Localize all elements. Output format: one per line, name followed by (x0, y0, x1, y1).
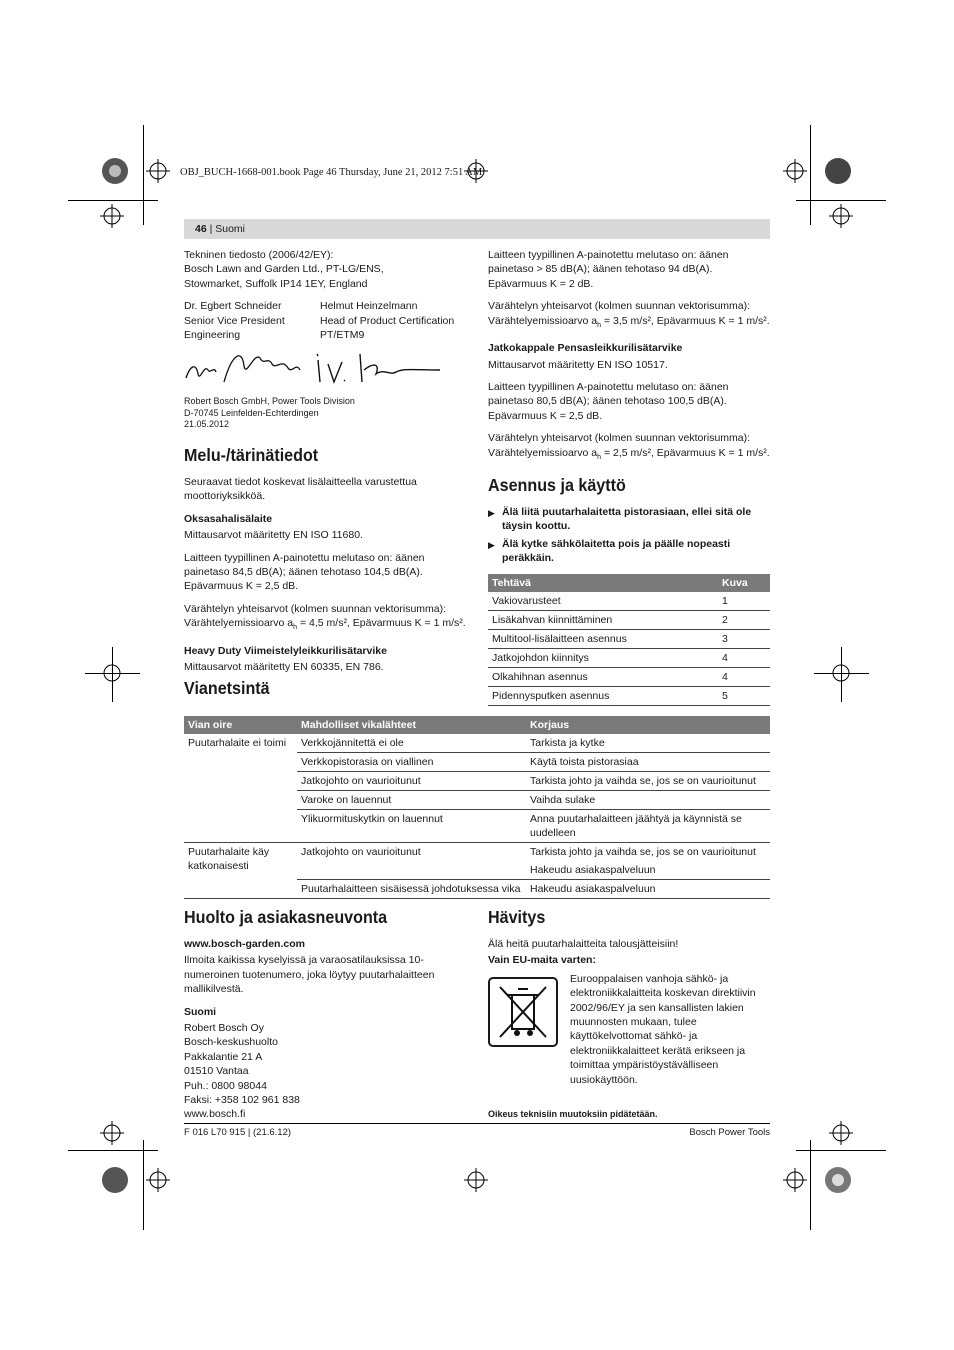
acc1-standard: Mittausarvot määritetty EN ISO 11680. (184, 529, 363, 542)
signature-icon (184, 344, 454, 392)
bullet-2: ▶ Älä kytke sähkölaitetta pois ja päälle nopeasti peräkkäin. (488, 537, 731, 565)
acc3-noise: Laitteen tyypillinen A-painotettu melutaso on: äänen painetaso 80,5 dB(A); äänen tehotaso 100,5 dB(A). Epävarmuus K = 2,5 dB. (488, 380, 729, 422)
print-slug: OBJ_BUCH-1668-001.book Page 46 Thursday, June 21, 2012 7:51 AM (180, 167, 483, 178)
troubleshooting-heading: Vianetsintä (184, 678, 270, 698)
tech-file: Tekninen tiedosto (2006/42/EY): Bosch Lawn and Garden Ltd., PT-LG/ENS, Stowmarket, Suffolk IP14 1EY, England (184, 249, 384, 290)
acc1-vibration: Värähtelyn yhteisarvot (kolmen suunnan vektorisumma): Värähtelyemissioarvo $a_h = 4,5$ m/s², Epävarmuus K = 1 m/s². (184, 602, 466, 632)
service-url[interactable]: www.bosch-garden.com (184, 938, 305, 950)
table-row: Hakeudu asiakaspalveluun (184, 861, 770, 880)
section-name: Suomi (215, 223, 246, 235)
triangle-bullet-icon: ▶ (488, 508, 495, 519)
acc1-title: Oksasahalisälaite (184, 512, 273, 525)
table-row: Pidennysputken asennus 5 (488, 687, 770, 706)
noise-intro: Seuraavat tiedot koskevat lisälaitteella varustettua moottoriyksikköä. (184, 475, 417, 503)
disposal-warning: Älä heitä puutarhalaitteita talousjätteisiin! (488, 938, 679, 950)
table-row: Multitool-lisälaitteen asennus 3 (488, 630, 770, 649)
bosch-fi-link[interactable]: www.bosch.fi (184, 1108, 246, 1121)
page-header: 46 | Suomi (184, 219, 770, 239)
acc3-title: Jatkokappale Pensasleikkurilisätarvike (488, 342, 683, 355)
page-number: 46 (195, 223, 207, 235)
brand-footer: Bosch Power Tools (689, 1127, 770, 1138)
disposal-section (488, 907, 770, 1129)
disposal-eu: Vain EU-maita varten: (488, 954, 596, 967)
acc3-standard: Mittausarvot määritetty EN ISO 10517. (488, 358, 668, 371)
col-symptom: Vian oire (184, 716, 297, 734)
symptom-1: Puutarhalaite ei toimi (184, 734, 297, 843)
triangle-bullet-icon: ▶ (488, 539, 495, 550)
disposal-body (488, 972, 770, 1095)
service-heading: Huolto ja asiakasneuvonta (184, 907, 388, 927)
acc2-vibration: Värähtelyn yhteisarvot (kolmen suunnan vektorisumma): Värähtelyemissioarvo $a_h = 3,5$ m/s², Epävarmuus K = 1 m/s². (488, 300, 770, 329)
right-column (488, 248, 770, 706)
doc-number: F 016 L70 915 | (21.6.12) (184, 1127, 292, 1138)
table-row: Lisäkahvan kiinnittäminen 2 (488, 611, 770, 630)
bullet-1: ▶ Älä liitä puutarhalaitetta pistorasiaan, ellei sitä ole täysin koottu. (488, 506, 752, 533)
table-row: Puutarhalaite ei toimi Verkkojännitettä ei ole Tarkista ja kytke (184, 734, 770, 753)
acc1-noise: Laitteen tyypillinen A-painotettu melutaso on: äänen painetaso 84,5 dB(A); äänen tehotaso 104,5 dB(A). Epävarmuus K = 2,5 dB. (184, 551, 425, 593)
troubleshooting-section (184, 678, 770, 899)
crossed-bin-icon (488, 977, 558, 1047)
noise-heading: Melu-/tärinätiedot (184, 444, 319, 465)
col-figure: Kuva (718, 574, 770, 592)
company-address: Robert Bosch GmbH, Power Tools Division D-70745 Leinfelden-Echterdingen 21.05.2012 (184, 396, 355, 430)
table-row: Ylikuormituskytkin on lauennut Anna puutarhalaitteen jäähtyä ja käynnistä se uudelleen (184, 810, 770, 843)
service-section (184, 907, 466, 1130)
left-column (184, 248, 466, 683)
service-country: Suomi (184, 1005, 217, 1018)
table-row: Puutarhalaite käy katkonaisesti Jatkojohto on vaurioitunut Tarkista johto ja vaihda se, jos se on vaurioitunut (184, 843, 770, 862)
table-row: Jatkojohto on vaurioitunut Tarkista johto ja vaihda se, jos se on vaurioitunut (184, 772, 770, 791)
install-heading: Asennus ja käyttö (488, 475, 626, 496)
signers: Dr. Egbert Schneider Senior Vice President Engineering Helmut Heinzelmann Head of Product Certification PT/ETM9 (184, 300, 455, 342)
acc2-standard: Mittausarvot määritetty EN 60335, EN 786. (184, 661, 384, 674)
col-cause: Mahdolliset vikalähteet (297, 716, 526, 734)
col-task: Tehtävä (488, 574, 718, 592)
service-text: Ilmoita kaikissa kyselyissä ja varaosatilauksissa 10-numeroinen tuotenumero, joka löytyy puutarhalaitteen mallikilvestä. (184, 954, 435, 996)
acc2-noise: Laitteen tyypillinen A-painotettu melutaso on: äänen painetaso > 85 dB(A); äänen tehotaso 94 dB(A). Epävarmuus K = 2 dB. (488, 249, 729, 290)
table-row: Jatkojohdon kiinnitys 4 (488, 649, 770, 668)
acc3-vibration: Värähtelyn yhteisarvot (kolmen suunnan vektorisumma): Värähtelyemissioarvo $a_h = 2,5$ m/s², Epävarmuus K = 1 m/s². (488, 432, 770, 461)
rights-note: Oikeus teknisiin muutoksiin pidätetään. (488, 1109, 658, 1120)
page-footer (184, 1123, 770, 1138)
disposal-heading: Hävitys (488, 907, 546, 927)
troubleshooting-table (184, 716, 770, 899)
symptom-2: Puutarhalaite käy katkonaisesti (188, 846, 270, 873)
acc2-title: Heavy Duty Viimeistelyleikkurilisätarvike (184, 644, 387, 657)
table-row: Verkkopistorasia on viallinen Käytä toista pistorasiaa (184, 753, 770, 772)
table-row: Vakiovarusteet 1 (488, 592, 770, 611)
service-address: Robert Bosch Oy Bosch-keskushuolto Pakkalantie 21 A 01510 Vantaa Puh.: 0800 98044 Faksi: +358 102 961 838 www.bosch.fi (184, 1022, 300, 1121)
table-row: Puutarhalaitteen sisäisessä johdotuksessa vika Hakeudu asiakaspalveluun (184, 880, 770, 899)
table-row: Olkahihnan asennus 4 (488, 668, 770, 687)
disposal-text: Eurooppalaisen vanhoja sähkö- ja elektroniikkalaitteita koskevan direktiivin 2002/96/EY ja sen kansallisten lakien muunnosten mukaan, tulee käyttökelvottomat sähkö- ja elektroniikkalaitteet kerätä erikseen ja toimittaa ympäristöystävälliseen uusiokäyttöön. (570, 972, 756, 1086)
col-fix: Korjaus (526, 716, 770, 734)
table-row: Varoke on lauennut Vaihda sulake (184, 791, 770, 810)
